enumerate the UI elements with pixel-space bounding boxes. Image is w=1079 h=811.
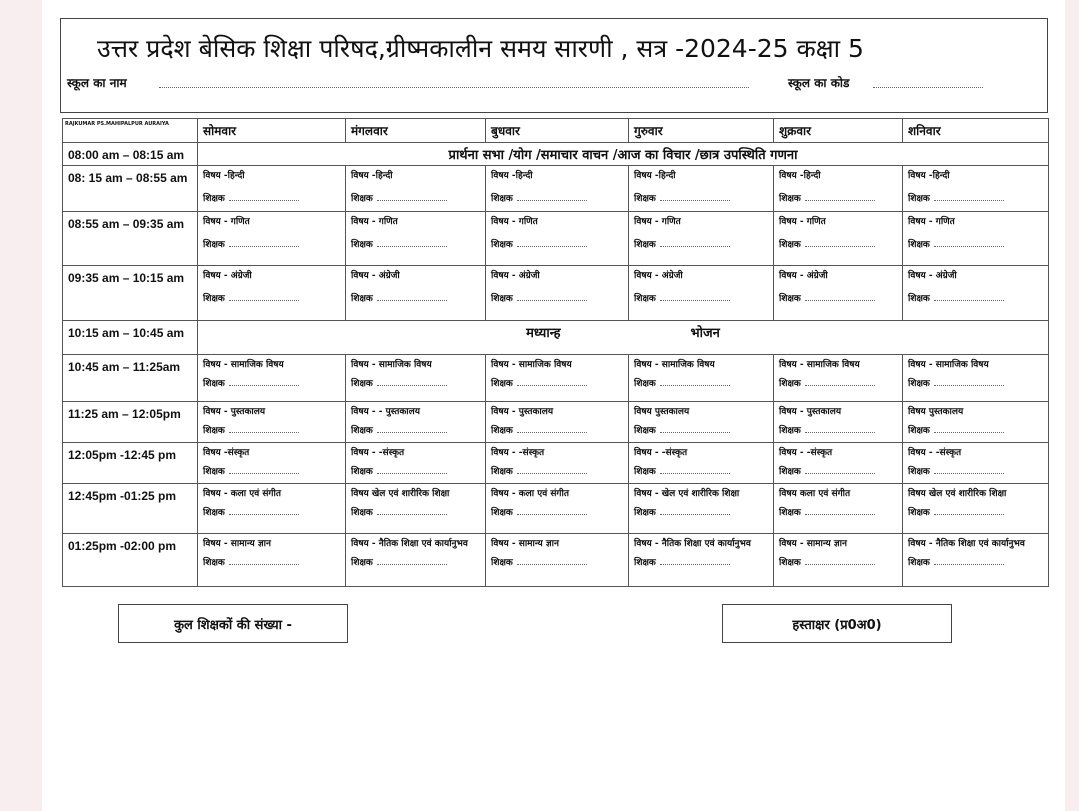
period-cell (346, 166, 486, 212)
period-cell (486, 166, 629, 212)
teacher-count-label: कुल शिक्षकों की संख्या - (174, 617, 292, 633)
subject-label: विषय कला एवं संगीत (779, 489, 851, 499)
period-cell (903, 534, 1049, 587)
signature-box (722, 604, 952, 643)
time-slot: 08:00 am – 08:15 am (63, 143, 198, 166)
teacher-field[interactable]: शिक्षक (634, 555, 768, 568)
period-cell (629, 166, 774, 212)
period-cell (774, 266, 903, 321)
subject-label: विषय - गणित (634, 217, 681, 227)
teacher-field[interactable]: शिक्षक (634, 237, 768, 250)
teacher-field[interactable]: शिक्षक (634, 423, 768, 436)
teacher-field[interactable]: शिक्षक (634, 191, 768, 204)
teacher-count-box (118, 604, 348, 643)
subject-label: विषय - पुस्तकालय (491, 407, 554, 417)
period-cell (486, 355, 629, 402)
teacher-field[interactable]: शिक्षक (908, 376, 1043, 389)
period-cell (486, 402, 629, 443)
period-cell (486, 484, 629, 534)
teacher-field[interactable]: शिक्षक (351, 423, 480, 436)
period-cell (774, 534, 903, 587)
teacher-field[interactable]: शिक्षक (779, 376, 897, 389)
lunch-text-1: मध्यान्ह (526, 326, 561, 341)
period-cell (903, 166, 1049, 212)
subject-label: विषय खेल एवं शारीरिक शिक्षा (908, 489, 1007, 499)
subject-label: विषय पुस्तकालय (908, 407, 964, 417)
period-cell (774, 355, 903, 402)
period-cell (903, 443, 1049, 484)
period-cell (198, 266, 346, 321)
subject-label: विषय खेल एवं शारीरिक शिक्षा (351, 489, 450, 499)
period-cell (774, 166, 903, 212)
corner-label: RAJKUMAR PS.MAHIPALPUR AURAIYA (63, 119, 198, 143)
teacher-field[interactable]: शिक्षक (203, 505, 340, 518)
period-cell (198, 355, 346, 402)
header-box (60, 18, 1048, 113)
period-cell (629, 534, 774, 587)
time-slot: 12:45pm -01:25 pm (63, 484, 198, 534)
teacher-field[interactable]: शिक्षक (491, 464, 623, 477)
teacher-field[interactable]: शिक्षक (779, 237, 897, 250)
period-cell (629, 266, 774, 321)
lunch-text-2: भोजन (690, 326, 720, 341)
time-slot: 01:25pm -02:00 pm (63, 534, 198, 587)
period-cell (903, 266, 1049, 321)
table-row (63, 484, 1049, 534)
subject-label: विषय - गणित (491, 217, 538, 227)
subject-label: विषय - गणित (908, 217, 955, 227)
subject-label: विषय -हिन्दी (908, 171, 950, 181)
period-cell (346, 402, 486, 443)
subject-label: विषय -संस्कृत (203, 448, 250, 458)
period-cell (903, 355, 1049, 402)
subject-label: विषय - -संस्कृत (634, 448, 688, 458)
period-cell (629, 212, 774, 266)
period-cell (629, 402, 774, 443)
time-slot: 10:15 am – 10:45 am (63, 321, 198, 355)
teacher-field[interactable]: शिक्षक (908, 423, 1043, 436)
period-cell (198, 534, 346, 587)
period-cell (346, 443, 486, 484)
day-header: शनिवार (903, 119, 1049, 143)
table-row (63, 166, 1049, 212)
subject-label: विषय - नैतिक शिक्षा एवं कार्यानुभव (634, 539, 751, 549)
teacher-field[interactable]: शिक्षक (491, 191, 623, 204)
teacher-field[interactable]: शिक्षक (351, 555, 480, 568)
period-cell (198, 166, 346, 212)
teacher-field[interactable]: शिक्षक (203, 291, 340, 304)
subject-label: विषय - -संस्कृत (908, 448, 962, 458)
table-row (63, 443, 1049, 484)
subject-label: विषय - कला एवं संगीत (203, 489, 281, 499)
teacher-field[interactable]: शिक्षक (491, 423, 623, 436)
period-cell (198, 402, 346, 443)
teacher-field[interactable]: शिक्षक (203, 423, 340, 436)
subject-label: विषय - सामाजिक विषय (351, 360, 432, 370)
period-cell (774, 443, 903, 484)
subject-label: विषय - -संस्कृत (491, 448, 545, 458)
subject-label: विषय - अंग्रेजी (491, 271, 540, 281)
period-cell (198, 212, 346, 266)
subject-label: विषय - पुस्तकालय (779, 407, 842, 417)
assembly-row (63, 143, 1049, 166)
period-cell (346, 212, 486, 266)
teacher-field[interactable]: शिक्षक (908, 237, 1043, 250)
teacher-field[interactable]: शिक्षक (908, 191, 1043, 204)
time-slot: 12:05pm -12:45 pm (63, 443, 198, 484)
subject-label: विषय - सामान्य ज्ञान (779, 539, 847, 549)
period-cell (346, 534, 486, 587)
period-cell (629, 443, 774, 484)
period-cell (903, 484, 1049, 534)
period-cell (486, 443, 629, 484)
teacher-field[interactable]: शिक्षक (203, 555, 340, 568)
subject-label: विषय - खेल एवं शारीरिक शिक्षा (634, 489, 740, 499)
period-cell (629, 484, 774, 534)
subject-label: विषय - सामान्य ज्ञान (203, 539, 271, 549)
teacher-field[interactable]: शिक्षक (491, 376, 623, 389)
time-slot: 08: 15 am – 08:55 am (63, 166, 198, 212)
subject-label: विषय - सामाजिक विषय (491, 360, 572, 370)
subject-label: विषय - गणित (203, 217, 250, 227)
school-name-line (159, 87, 749, 88)
table-row (63, 402, 1049, 443)
subject-label: विषय पुस्तकालय (634, 407, 690, 417)
subject-label: विषय - अंग्रेजी (634, 271, 683, 281)
teacher-field[interactable]: शिक्षक (779, 555, 897, 568)
period-cell (629, 355, 774, 402)
subject-label: विषय -हिन्दी (634, 171, 676, 181)
period-cell (198, 443, 346, 484)
subject-label: विषय - सामाजिक विषय (634, 360, 715, 370)
teacher-field[interactable]: शिक्षक (491, 237, 623, 250)
period-cell (198, 484, 346, 534)
period-cell (774, 212, 903, 266)
teacher-field[interactable]: शिक्षक (203, 191, 340, 204)
subject-label: विषय - पुस्तकालय (203, 407, 266, 417)
teacher-field[interactable]: शिक्षक (779, 423, 897, 436)
assembly-row-cell (198, 143, 1049, 166)
period-cell (774, 402, 903, 443)
subject-label: विषय -हिन्दी (351, 171, 393, 181)
teacher-field[interactable]: शिक्षक (634, 291, 768, 304)
subject-label: विषय - नैतिक शिक्षा एवं कार्यानुभव (351, 539, 468, 549)
time-slot: 11:25 am – 12:05pm (63, 402, 198, 443)
teacher-field[interactable]: शिक्षक (491, 505, 623, 518)
table-row (63, 355, 1049, 402)
teacher-field[interactable]: शिक्षक (491, 555, 623, 568)
subject-label: विषय - -संस्कृत (351, 448, 405, 458)
timetable (62, 118, 1049, 587)
school-code-line (873, 87, 983, 88)
day-header: सोमवार (198, 119, 346, 143)
teacher-field[interactable]: शिक्षक (634, 376, 768, 389)
day-header: मंगलवार (346, 119, 486, 143)
subject-label: विषय - - पुस्तकालय (351, 407, 420, 417)
period-cell (774, 484, 903, 534)
subject-label: विषय - गणित (779, 217, 826, 227)
subject-label: विषय - सामाजिक विषय (908, 360, 989, 370)
day-header: शुक्रवार (774, 119, 903, 143)
teacher-field[interactable]: शिक्षक (203, 464, 340, 477)
subject-label: विषय - अंग्रेजी (351, 271, 400, 281)
teacher-field[interactable]: शिक्षक (203, 237, 340, 250)
period-cell (486, 212, 629, 266)
subject-label: विषय - सामाजिक विषय (203, 360, 284, 370)
period-cell (346, 484, 486, 534)
lunch-row-cell (198, 321, 1049, 355)
subject-label: विषय - कला एवं संगीत (491, 489, 569, 499)
day-header: गुरुवार (629, 119, 774, 143)
subject-label: विषय - गणित (351, 217, 398, 227)
subject-label: विषय -हिन्दी (779, 171, 821, 181)
assembly-text: प्रार्थना सभा /योग /समाचार वाचन /आज का विचार /छात्र उपस्थिति गणना (448, 148, 798, 163)
teacher-field[interactable]: शिक्षक (351, 237, 480, 250)
subject-label: विषय -हिन्दी (491, 171, 533, 181)
school-code-label: स्कूल का कोड (788, 76, 850, 90)
period-cell (903, 402, 1049, 443)
period-cell (346, 266, 486, 321)
teacher-field[interactable]: शिक्षक (203, 376, 340, 389)
teacher-field[interactable]: शिक्षक (351, 376, 480, 389)
period-cell (346, 355, 486, 402)
teacher-field[interactable]: शिक्षक (634, 464, 768, 477)
teacher-field[interactable]: शिक्षक (908, 555, 1043, 568)
school-name-label: स्कूल का नाम (67, 76, 127, 90)
time-slot: 08:55 am – 09:35 am (63, 212, 198, 266)
teacher-field[interactable]: शिक्षक (908, 464, 1043, 477)
subject-label: विषय -हिन्दी (203, 171, 245, 181)
lunch-row (63, 321, 1049, 355)
subject-label: विषय - अंग्रेजी (908, 271, 957, 281)
teacher-field[interactable]: शिक्षक (779, 464, 897, 477)
period-cell (903, 212, 1049, 266)
period-cell (486, 534, 629, 587)
subject-label: विषय - सामाजिक विषय (779, 360, 860, 370)
time-slot: 10:45 am – 11:25am (63, 355, 198, 402)
teacher-field[interactable]: शिक्षक (351, 505, 480, 518)
table-row (63, 266, 1049, 321)
subject-label: विषय - नैतिक शिक्षा एवं कार्यानुभव (908, 539, 1025, 549)
signature-label: हस्ताक्षर (प्र0अ0) (792, 617, 882, 633)
table-row (63, 212, 1049, 266)
time-slot: 09:35 am – 10:15 am (63, 266, 198, 321)
teacher-field[interactable]: शिक्षक (779, 291, 897, 304)
teacher-field[interactable]: शिक्षक (908, 505, 1043, 518)
period-cell (486, 266, 629, 321)
subject-label: विषय - -संस्कृत (779, 448, 833, 458)
teacher-field[interactable]: शिक्षक (491, 291, 623, 304)
teacher-field[interactable]: शिक्षक (351, 464, 480, 477)
page-title: उत्तर प्रदेश बेसिक शिक्षा परिषद,ग्रीष्मकालीन समय सारणी , सत्र -2024-25 कक्षा 5 (97, 34, 864, 63)
teacher-field[interactable]: शिक्षक (779, 191, 897, 204)
teacher-field[interactable]: शिक्षक (351, 191, 480, 204)
subject-label: विषय - अंग्रेजी (203, 271, 252, 281)
teacher-field[interactable]: शिक्षक (634, 505, 768, 518)
subject-label: विषय - सामान्य ज्ञान (491, 539, 559, 549)
teacher-field[interactable]: शिक्षक (779, 505, 897, 518)
table-row (63, 534, 1049, 587)
subject-label: विषय - अंग्रेजी (779, 271, 828, 281)
day-header: बुधवार (486, 119, 629, 143)
teacher-field[interactable]: शिक्षक (351, 291, 480, 304)
document-page (42, 0, 1065, 811)
teacher-field[interactable]: शिक्षक (908, 291, 1043, 304)
